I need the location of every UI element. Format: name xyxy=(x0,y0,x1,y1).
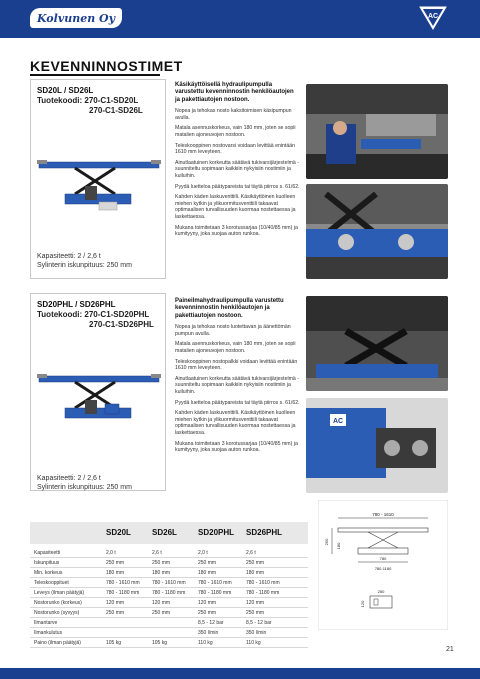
spec-cell: 780 - 1180 mm xyxy=(246,590,280,596)
spec-row xyxy=(30,548,308,558)
title-underline xyxy=(30,74,160,76)
page-number: 21 xyxy=(446,646,454,653)
spec-row-label: Min. korkeus xyxy=(34,570,63,576)
spec-row-label: Teleskooppituet xyxy=(34,580,69,586)
spec-cell: 2,0 t xyxy=(198,550,208,556)
spec-cell: 180 mm xyxy=(198,570,217,576)
spec-cell: 180 mm xyxy=(246,570,265,576)
spec-cell: 180 mm xyxy=(152,570,171,576)
spec-row-label: Leveys (ilman päätyjä) xyxy=(34,590,85,596)
spec-cell: 105 kg xyxy=(152,640,168,646)
stroke-text: Sylinterin iskunpituus: 250 mm xyxy=(37,262,132,269)
spec-cell: 350 l/min xyxy=(246,630,267,636)
spec-column-header: SD26L xyxy=(152,528,177,537)
spec-row-label: Ilmankulutus xyxy=(34,630,63,636)
spec-cell: 250 mm xyxy=(152,610,171,616)
spec-row-label: Ilmantarve xyxy=(34,620,58,626)
dim-left-label: 250 xyxy=(324,538,329,546)
description-paragraph: Ainutlaatuinen korkeutta säätävä tukivarsijärjestelmä - suunniteltu sopimaan kaikkiin nykyisiin nostimiin ja kuiluihin. xyxy=(175,375,299,395)
spec-cell: 120 mm xyxy=(152,600,171,606)
description-paragraph: Nopea ja tehokas nosto kaksitoimisen käsipumpun avulla. xyxy=(175,108,292,121)
spec-row-label: Iskunpituus xyxy=(34,560,60,566)
description-paragraph: Mukana toimitetaan 3 korotussarjaa (10/40/85 mm) ja kumityyny, joka suojaa auton runkoa. xyxy=(175,224,298,238)
dimension-diagram xyxy=(318,500,448,630)
description-paragraph: Mukana toimitetaan 3 korotussarjaa (10/40/85 mm) ja kumityyny, joka suojaa auton runkoa. xyxy=(175,440,298,454)
dim-small-label: 250 xyxy=(377,589,385,594)
product-title: SD20L / SD26L xyxy=(37,86,94,95)
header-bar xyxy=(0,0,480,38)
product-code-2: 270-C1-SD26PHL xyxy=(89,320,154,329)
description-lead: Paineilmahydraulipumpulla varustettu kevenninnostin henkilöautojen ja pakettiautojen nostoon. xyxy=(175,298,284,319)
lift-under-car-photo xyxy=(306,296,448,391)
product-card-sd20l xyxy=(30,79,166,279)
description-paragraph: Nopea ja tehokas nosto luotettavan ja äänettömän pumpun avulla. xyxy=(175,324,291,337)
capacity-text: Kapasiteetti: 2 / 2,6 t xyxy=(37,475,101,482)
spec-column-header: SD20L xyxy=(106,528,131,537)
spec-cell: 250 mm xyxy=(198,560,217,566)
lift-closeup-photo xyxy=(306,184,448,279)
capacity-text: Kapasiteetti: 2 / 2,6 t xyxy=(37,253,101,260)
spec-cell: 250 mm xyxy=(106,610,125,616)
product-code-2: 270-C1-SD26L xyxy=(89,106,143,115)
ac-badge-icon xyxy=(418,5,448,31)
product-title: SD20PHL / SD26PHL xyxy=(37,300,116,309)
spec-cell: 180 mm xyxy=(106,570,125,576)
svg-text:AC: AC xyxy=(332,418,344,425)
product-description xyxy=(175,298,300,458)
spec-row xyxy=(30,578,308,588)
spec-row-label: Kapasiteetti xyxy=(34,550,61,556)
spec-cell: 250 mm xyxy=(106,560,125,566)
spec-row xyxy=(30,638,308,648)
spec-row xyxy=(30,628,308,638)
spec-cell: 110 kg xyxy=(198,640,213,646)
description-paragraph: Pyydä luetteloa päätypareista tai täytä piirros s. 61/62. xyxy=(175,399,300,406)
logo-text: Kolvunen Oy xyxy=(36,11,116,25)
spec-column-header: SD20PHL xyxy=(198,528,235,537)
spec-cell: 780 - 1610 mm xyxy=(152,580,186,586)
product-card-sd20phl xyxy=(30,293,166,491)
lift-illustration xyxy=(35,364,163,434)
description-paragraph: Kahden käden laskuventtiili. Käsikäyttöinen kuolleen miehen kytkin ja ylikuormitusventtiili takaavat optimaalisen turvallisuuden kuormaa nostettaessa ja laskettaessa. xyxy=(175,410,296,436)
spec-cell: 780 - 1610 mm xyxy=(106,580,140,586)
spec-row xyxy=(30,608,308,618)
description-paragraph: Ainutlaatuinen korkeutta säätävä tukivarsijärjestelmä - suunniteltu sopimaan kaikkiin nykyisiin nostimiin ja kuiluihin. xyxy=(175,159,299,179)
badge-text: AC xyxy=(427,13,439,20)
product-code: Tuotekoodi: 270-C1-SD20L xyxy=(37,96,139,105)
product-code: Tuotekoodi: 270-C1-SD20PHL xyxy=(37,310,150,319)
spec-cell: 120 mm xyxy=(246,600,265,606)
description-paragraph: Matala asennuskorkeus, vain 180 mm, joten se sopii matalien ajoneuvojen nostoon. xyxy=(175,341,296,354)
pump-closeup-photo xyxy=(306,398,448,493)
dim-mid-label: 780 xyxy=(379,556,387,561)
spec-cell: 2,0 t xyxy=(106,550,116,556)
product-description xyxy=(175,82,300,242)
spec-cell: 250 mm xyxy=(246,610,265,616)
spec-cell: 105 kg xyxy=(106,640,122,646)
spec-row xyxy=(30,598,308,608)
spec-row-label: Nostorunko (korkeus) xyxy=(34,600,82,606)
spec-cell: 780 - 1180 mm xyxy=(198,590,232,596)
stroke-text: Sylinterin iskunpituus: 250 mm xyxy=(37,484,132,491)
spec-row-label: Paino (ilman päätyjä) xyxy=(34,640,81,646)
spec-cell: 110 kg xyxy=(246,640,261,646)
description-paragraph: Teleskooppinen nostovarsi voidaan levittää enintään 1610 mm leveyteen. xyxy=(175,142,295,156)
spec-cell: 780 - 1180 mm xyxy=(106,590,140,596)
description-paragraph: Pyydä luetteloa päätypareista tai täytä piirros s. 61/62. xyxy=(175,183,300,190)
spec-cell: 8,5 - 12 bar xyxy=(246,620,272,626)
description-lead: Käsikäyttöisellä hydraulipumpulla varustettu kevenninnostin henkilöautojen ja pakettiautojen nostoon. xyxy=(175,82,294,103)
dim-mid2-label: 780-1180 xyxy=(374,566,392,571)
spec-cell: 250 mm xyxy=(246,560,265,566)
description-paragraph: Matala asennuskorkeus, vain 180 mm, joten se sopii matalien ajoneuvojen nostoon. xyxy=(175,125,296,138)
spec-cell: 350 l/min xyxy=(198,630,219,636)
spec-column-header: SD26PHL xyxy=(246,528,283,537)
spec-row-label: Nostorunko (syvyys) xyxy=(34,610,80,616)
dim-small2-label: 120 xyxy=(360,600,365,608)
page-title: KEVENNINNOSTIMET xyxy=(30,58,183,74)
spec-cell: 250 mm xyxy=(198,610,217,616)
spec-cell: 120 mm xyxy=(106,600,125,606)
spec-cell: 2,6 t xyxy=(152,550,162,556)
spec-table-header xyxy=(30,522,308,544)
description-paragraph: Kahden käden laskuventtiili. Käsikäyttöinen kuolleen miehen kytkin ja ylikuormitusventtiili takaavat optimaalisen turvallisuuden kuormaa nostettaessa ja laskettaessa. xyxy=(175,194,296,220)
spec-cell: 780 - 1610 mm xyxy=(246,580,280,586)
footer-bar xyxy=(0,668,480,679)
spec-row xyxy=(30,588,308,598)
spec-cell: 250 mm xyxy=(152,560,171,566)
spec-row xyxy=(30,558,308,568)
company-logo xyxy=(30,8,122,28)
spec-cell: 2,6 t xyxy=(246,550,256,556)
dim-left2-label: 180 xyxy=(336,542,341,550)
lift-illustration xyxy=(35,150,163,220)
spec-cell: 120 mm xyxy=(198,600,217,606)
spec-row xyxy=(30,618,308,628)
spec-cell: 780 - 1610 mm xyxy=(198,580,232,586)
workshop-photo xyxy=(306,84,448,179)
spec-row xyxy=(30,568,308,578)
spec-cell: 780 - 1180 mm xyxy=(152,590,186,596)
description-paragraph: Teleskooppinen nostopalkki voidaan levittää enintään 1610 mm leveyteen. xyxy=(175,358,298,372)
dim-top-label: 780 - 1610 xyxy=(372,512,394,517)
spec-cell: 8,5 - 12 bar xyxy=(198,620,224,626)
